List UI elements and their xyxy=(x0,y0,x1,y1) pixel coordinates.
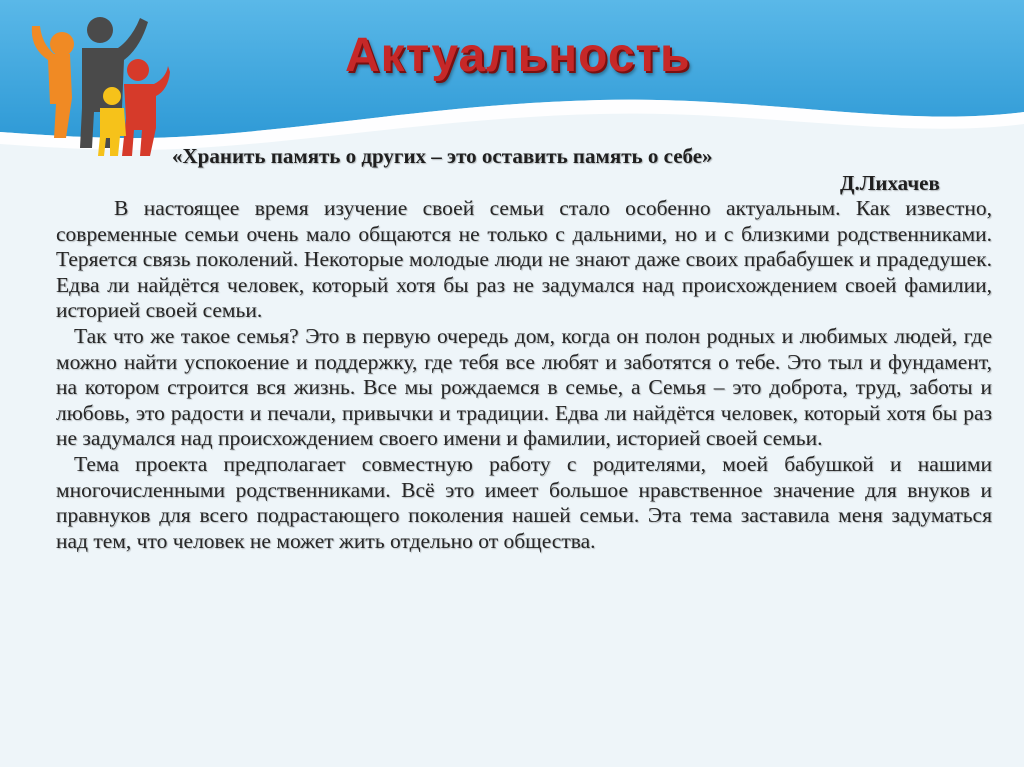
paragraph-1: В настоящее время изучение своей семьи стало особенно актуальным. Как известно, современные семьи очень мало общаются не только с дальними, но и с близкими родственниками. Теряется связь поколений. Некоторые молодые люди не знают даже своих прабабушек и прадедушек. Едва ли найдётся человек, который хотя бы раз не задумался над происхождением своей фамилии, историей своей семьи. xyxy=(56,196,992,323)
page-title: Актуальность xyxy=(345,29,691,82)
epigraph-quote: «Хранить память о других – это оставить память о себе» xyxy=(172,144,713,168)
body-text xyxy=(56,196,992,554)
epigraph-author: Д.Лихачев xyxy=(840,171,940,195)
paragraph-3: Тема проекта предполагает совместную работу с родителями, моей бабушкой и нашими многочисленными родственниками. Всё это имеет большое нравственное значение для внуков и правнуков для всего подрастающего поколения нашей семьи. Эта тема заставила меня задуматься над тем, что человек не может жить отдельно от общества. xyxy=(56,451,992,553)
paragraph-2: Так что же такое семья? Это в первую очередь дом, когда он полон родных и любимых людей, где можно найти успокоение и поддержку, где тебя все любят и заботятся о тебе. Это тыл и фундамент, на котором строится вся жизнь. Все мы рождаемся в семье, а Семья – это доброта, труд, заботы и любовь, это радости и печали, привычки и традиции. Едва ли найдётся человек, который хотя бы раз не задумался над происхождением своего имени и фамилии, историей своей семьи. xyxy=(56,323,992,451)
family-logo-icon xyxy=(20,8,170,158)
